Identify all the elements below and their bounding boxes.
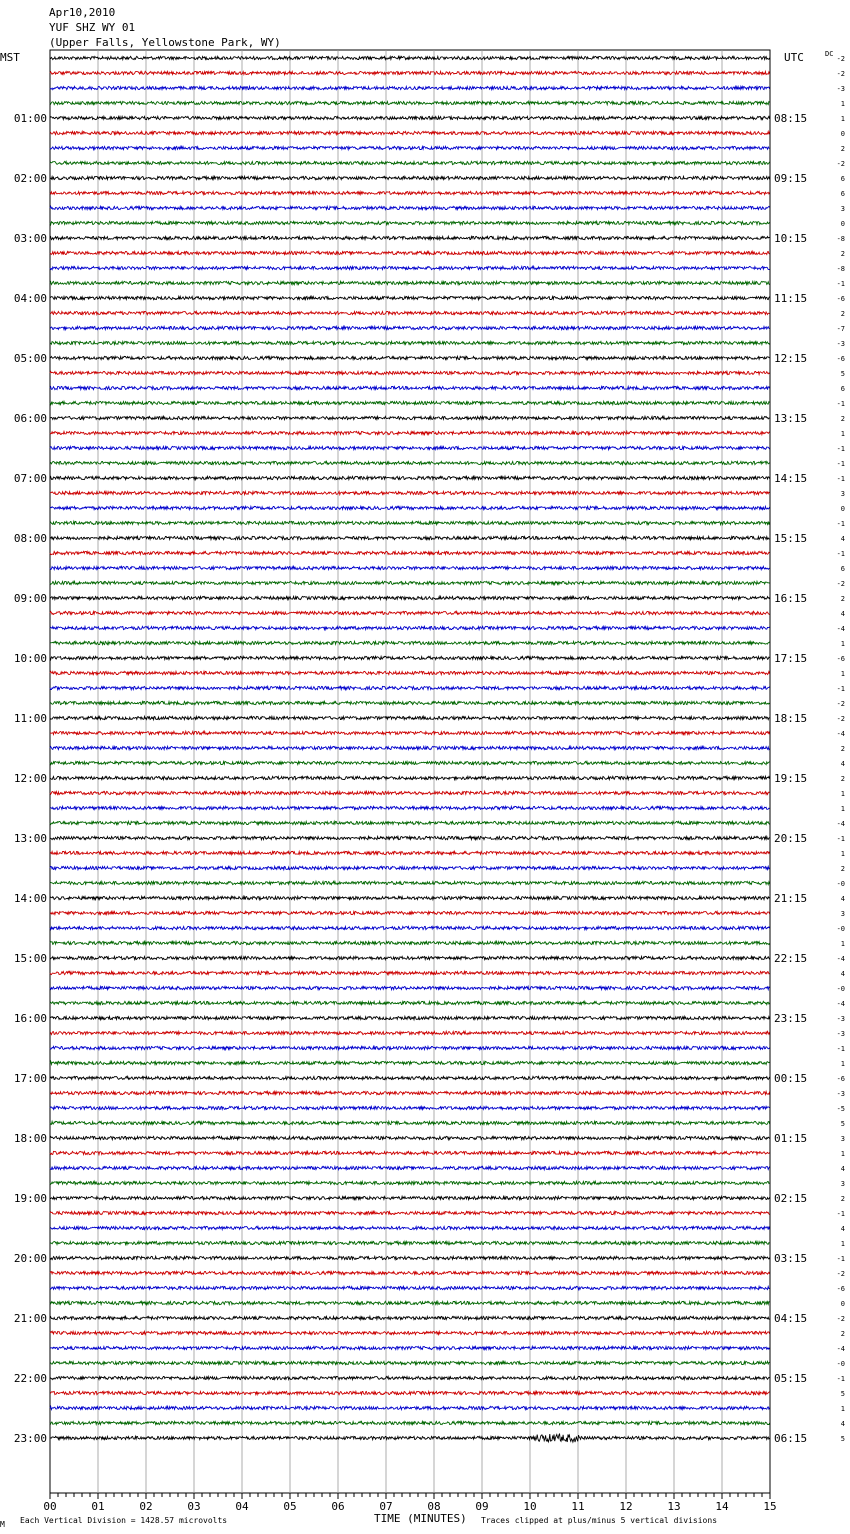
utc-hour-label: 09:15: [774, 172, 808, 185]
right-hour-labels: [774, 112, 807, 1445]
seismic-trace: [50, 1076, 770, 1079]
seismic-trace: [50, 1256, 770, 1259]
x-tick-label: 00: [43, 1500, 57, 1513]
dc-offset-value: -1: [836, 1210, 845, 1218]
x-tick-label: 10: [523, 1500, 537, 1513]
seismic-trace: [50, 641, 770, 644]
seismic-trace: [50, 131, 770, 134]
seismic-trace: [50, 1421, 770, 1424]
mst-hour-label: 11:00: [13, 712, 47, 725]
seismic-trace: [50, 446, 770, 449]
dc-offset-value: 4: [840, 535, 845, 543]
dc-offset-value: 4: [840, 760, 845, 768]
dc-offset-value: 6: [840, 385, 845, 393]
dc-offset-value: 1: [840, 940, 845, 948]
dc-offset-value: 2: [840, 745, 845, 753]
dc-offset-value: 2: [840, 1195, 845, 1203]
seismic-trace: [50, 266, 770, 269]
dc-offset-value: 1: [840, 790, 845, 798]
dc-offset-value: 2: [840, 775, 845, 783]
seismic-trace: [50, 791, 770, 794]
utc-hour-label: 16:15: [774, 592, 808, 605]
dc-offset-value: 1: [840, 805, 845, 813]
seismic-trace: [50, 536, 770, 539]
mst-hour-label: 09:00: [13, 592, 47, 605]
utc-hour-label: 13:15: [774, 412, 808, 425]
seismic-trace: [50, 1241, 770, 1244]
seismic-trace: [50, 776, 770, 779]
seismic-trace: [50, 1316, 770, 1319]
dc-offset-value: -1: [836, 1255, 845, 1263]
utc-hour-label: 14:15: [774, 472, 808, 485]
seismic-trace: [50, 56, 770, 59]
seismic-trace: [50, 1061, 770, 1064]
dc-offset-value: 3: [840, 910, 845, 918]
seismic-trace: [50, 581, 770, 584]
dc-offset-value: 5: [840, 370, 845, 378]
seismic-trace: [50, 1106, 770, 1109]
seismic-trace: [50, 806, 770, 809]
seismic-trace: [50, 191, 770, 194]
x-tick-label: 12: [619, 1500, 633, 1513]
scale-note: Each Vertical Division = 1428.57 microvolts: [20, 1516, 228, 1525]
record-date: Apr10,2010: [49, 6, 116, 19]
dc-offset-value: 5: [840, 1390, 845, 1398]
x-tick-label: 03: [187, 1500, 201, 1513]
seismic-trace: [50, 881, 770, 884]
seismic-trace: [50, 1001, 770, 1004]
seismic-trace: [50, 671, 770, 674]
dc-offset-value: -1: [836, 400, 845, 408]
utc-hour-label: 11:15: [774, 292, 808, 305]
seismic-trace: [50, 701, 770, 704]
seismic-trace: [50, 401, 770, 404]
dc-offset-value: -3: [836, 340, 845, 348]
x-tick-label: 01: [91, 1500, 105, 1513]
seismic-trace: [50, 1271, 770, 1274]
seismic-trace: [50, 161, 770, 164]
dc-offset-value: -6: [836, 355, 845, 363]
seismic-trace: [50, 551, 770, 554]
mst-hour-label: 05:00: [13, 352, 47, 365]
utc-hour-label: 23:15: [774, 1012, 808, 1025]
utc-hour-label: 05:15: [774, 1372, 808, 1385]
dc-offset-value: -1: [836, 1045, 845, 1053]
seismic-trace: [50, 971, 770, 974]
seismic-trace: [50, 146, 770, 149]
utc-hour-label: 17:15: [774, 652, 808, 665]
seismic-trace: [50, 836, 770, 839]
x-tick-label: 07: [379, 1500, 393, 1513]
station-id: YUF SHZ WY 01: [49, 21, 136, 34]
utc-hour-label: 20:15: [774, 832, 808, 845]
dc-offset-value: 1: [840, 1150, 845, 1158]
dc-offset-value: -6: [836, 655, 845, 663]
dc-offset-value: 2: [840, 865, 845, 873]
seismic-trace: [50, 176, 770, 179]
mst-hour-label: 14:00: [13, 892, 47, 905]
mst-hour-label: 08:00: [13, 532, 47, 545]
dc-offset-value: -0: [836, 985, 845, 993]
mst-hour-label: 21:00: [13, 1312, 47, 1325]
dc-offset-value: 1: [840, 115, 845, 123]
dc-offset-value: -3: [836, 1030, 845, 1038]
dc-offset-value: 4: [840, 1225, 845, 1233]
seismic-trace: [50, 356, 770, 359]
dc-offset-value: -4: [836, 730, 845, 738]
mst-hour-label: 20:00: [13, 1252, 47, 1265]
seismic-trace: [50, 101, 770, 104]
seismic-trace: [50, 461, 770, 464]
dc-offset-value: -6: [836, 295, 845, 303]
dc-offset-value: 3: [840, 205, 845, 213]
dc-offset-value: -6: [836, 1285, 845, 1293]
dc-offset-value: -1: [836, 445, 845, 453]
dc-offset-value: -1: [836, 835, 845, 843]
utc-hour-label: 00:15: [774, 1072, 808, 1085]
x-tick-label: 06: [331, 1500, 345, 1513]
clip-note: Traces clipped at plus/minus 5 vertical divisions: [481, 1516, 718, 1525]
utc-hour-label: 02:15: [774, 1192, 808, 1205]
seismic-trace: [50, 896, 770, 899]
utc-hour-label: 19:15: [774, 772, 808, 785]
dc-offset-value: 0: [840, 1300, 845, 1308]
seismic-trace: [50, 656, 770, 659]
x-tick-label: 14: [715, 1500, 729, 1513]
dc-offset-value: 4: [840, 1420, 845, 1428]
x-tick-label: 02: [139, 1500, 153, 1513]
dc-offset-value: 2: [840, 415, 845, 423]
seismic-trace: [50, 221, 770, 224]
left-hour-labels: [14, 112, 47, 1445]
dc-offset-value: 2: [840, 250, 845, 258]
dc-offset-value: -4: [836, 955, 845, 963]
seismic-trace: [50, 506, 770, 509]
utc-hour-label: 21:15: [774, 892, 808, 905]
seismic-trace: [50, 116, 770, 119]
x-tick-label: 08: [427, 1500, 441, 1513]
dc-offset-value: 2: [840, 1330, 845, 1338]
seismic-trace: [50, 341, 770, 344]
dc-offset-value: -6: [836, 1075, 845, 1083]
utc-hour-label: 18:15: [774, 712, 808, 725]
dc-offset-value: -3: [836, 85, 845, 93]
dc-offset-value: -4: [836, 1000, 845, 1008]
dc-offset-value: -4: [836, 625, 845, 633]
seismic-trace: [50, 686, 770, 689]
seismic-trace: [50, 611, 770, 614]
left-timezone-label: MST: [0, 51, 20, 64]
mst-hour-label: 01:00: [13, 112, 47, 125]
utc-hour-label: 15:15: [774, 532, 808, 545]
seismic-trace: [50, 386, 770, 389]
seismic-trace: [50, 1226, 770, 1229]
seismic-trace: [50, 1346, 770, 1349]
x-tick-label: 15: [763, 1500, 777, 1513]
dc-offset-value: -0: [836, 880, 845, 888]
dc-offset-value: -1: [836, 550, 845, 558]
seismic-trace: [50, 86, 770, 89]
dc-offset-value: 1: [840, 640, 845, 648]
x-tick-label: 04: [235, 1500, 249, 1513]
seismic-trace: [50, 1151, 770, 1154]
seismic-trace: [50, 926, 770, 929]
x-axis-title: TIME (MINUTES): [374, 1512, 467, 1525]
dc-offset-value: 2: [840, 595, 845, 603]
mst-hour-label: 17:00: [13, 1072, 47, 1085]
seismic-trace: [50, 416, 770, 419]
mst-hour-label: 12:00: [13, 772, 47, 785]
seismic-trace: [50, 986, 770, 989]
dc-offset-value: -1: [836, 1375, 845, 1383]
seismic-trace: [50, 596, 770, 599]
dc-offset-value: 6: [840, 565, 845, 573]
seismic-trace: [50, 866, 770, 869]
mst-hour-label: 22:00: [13, 1372, 47, 1385]
seismic-trace: [50, 1406, 770, 1409]
seismic-trace: [50, 1196, 770, 1199]
dc-offset-value: -1: [836, 460, 845, 468]
utc-hour-label: 22:15: [774, 952, 808, 965]
seismic-trace: [50, 236, 770, 239]
dc-offset-value: 1: [840, 430, 845, 438]
dc-offset-value: 0: [840, 130, 845, 138]
dc-offset-value: 4: [840, 895, 845, 903]
seismic-trace: [50, 1331, 770, 1334]
dc-offset-value: -2: [836, 55, 845, 63]
dc-offset-value: -3: [836, 1015, 845, 1023]
seismic-trace: [50, 1121, 770, 1124]
dc-offset-value: 3: [840, 490, 845, 498]
dc-offset-value: 4: [840, 970, 845, 978]
dc-offset-value: 1: [840, 100, 845, 108]
dc-offset-value: 1: [840, 1060, 845, 1068]
dc-offset-value: 5: [840, 1435, 845, 1443]
seismic-trace: [50, 1376, 770, 1379]
dc-offset-value: -3: [836, 1090, 845, 1098]
dc-offset-value: 5: [840, 1120, 845, 1128]
seismic-trace: [50, 956, 770, 959]
seismic-trace: [50, 1031, 770, 1034]
seismic-trace: [50, 1136, 770, 1139]
seismic-trace: [50, 206, 770, 209]
utc-hour-label: 04:15: [774, 1312, 808, 1325]
dc-offset-value: -2: [836, 700, 845, 708]
seismic-trace: [50, 281, 770, 284]
x-tick-label: 11: [571, 1500, 585, 1513]
seismic-trace: [50, 1166, 770, 1169]
seismic-trace: [50, 491, 770, 494]
x-axis: [43, 1493, 776, 1513]
dc-label: DC: [825, 50, 834, 58]
x-tick-label: 09: [475, 1500, 489, 1513]
seismic-trace: [50, 71, 770, 74]
dc-offset-value: 0: [840, 505, 845, 513]
seismic-trace: [50, 311, 770, 314]
seismic-trace: [50, 1046, 770, 1049]
dc-offset-value: 3: [840, 1135, 845, 1143]
seismic-trace: [50, 716, 770, 719]
mst-hour-label: 15:00: [13, 952, 47, 965]
seismic-trace: [50, 566, 770, 569]
dc-offset-value: -0: [836, 925, 845, 933]
seismic-trace: [50, 1091, 770, 1094]
dc-offset-value: -4: [836, 1345, 845, 1353]
seismic-trace: [50, 1211, 770, 1214]
utc-hour-label: 06:15: [774, 1432, 808, 1445]
dc-offset-value: 3: [840, 1180, 845, 1188]
corner-mark: M: [0, 1520, 5, 1529]
seismic-trace: [50, 1181, 770, 1184]
dc-offset-value: -1: [836, 280, 845, 288]
dc-offset-value: -8: [836, 265, 845, 273]
dc-offset-value: -1: [836, 475, 845, 483]
dc-offset-value: 2: [840, 310, 845, 318]
dc-offset-value: 6: [840, 190, 845, 198]
dc-offset-value: -2: [836, 715, 845, 723]
mst-hour-label: 19:00: [13, 1192, 47, 1205]
mst-hour-label: 10:00: [13, 652, 47, 665]
utc-hour-label: 03:15: [774, 1252, 808, 1265]
utc-hour-label: 01:15: [774, 1132, 808, 1145]
seismic-trace: [50, 371, 770, 374]
dc-offset-value: -7: [836, 325, 845, 333]
dc-offset-value: 1: [840, 1240, 845, 1248]
dc-offset-value: 1: [840, 670, 845, 678]
dc-offset-value: -2: [836, 70, 845, 78]
seismic-trace: [50, 1391, 770, 1394]
seismic-trace: [50, 431, 770, 434]
seismic-trace: [50, 1301, 770, 1304]
mst-hour-label: 23:00: [13, 1432, 47, 1445]
right-timezone-label: UTC: [784, 51, 804, 64]
seismic-trace: [50, 296, 770, 299]
seismic-trace: [50, 761, 770, 764]
dc-offset-value: 2: [840, 145, 845, 153]
mst-hour-label: 07:00: [13, 472, 47, 485]
mst-hour-label: 04:00: [13, 292, 47, 305]
dc-offset-value: 1: [840, 850, 845, 858]
seismic-trace: [50, 1361, 770, 1364]
seismic-trace: [50, 941, 770, 944]
dc-offset-value: 4: [840, 610, 845, 618]
dc-offset-value: -2: [836, 160, 845, 168]
utc-hour-label: 08:15: [774, 112, 808, 125]
mst-hour-label: 16:00: [13, 1012, 47, 1025]
seismic-trace: [50, 251, 770, 254]
dc-offset-value: -0: [836, 1360, 845, 1368]
dc-offset-value: 4: [840, 1165, 845, 1173]
seismic-trace: [50, 911, 770, 914]
seismic-trace: [50, 326, 770, 329]
seismic-trace: [50, 851, 770, 854]
dc-offset-value: -2: [836, 1270, 845, 1278]
seismic-trace: [50, 476, 770, 479]
dc-offset-value: -4: [836, 820, 845, 828]
dc-offset-value: -5: [836, 1105, 845, 1113]
station-location: (Upper Falls, Yellowstone Park, WY): [49, 36, 281, 49]
dc-offset-value: 6: [840, 175, 845, 183]
dc-offset-value: -8: [836, 235, 845, 243]
seismic-trace: [50, 731, 770, 734]
mst-hour-label: 02:00: [13, 172, 47, 185]
mst-hour-label: 03:00: [13, 232, 47, 245]
dc-offset-value: 1: [840, 1405, 845, 1413]
dc-offset-value: -2: [836, 580, 845, 588]
dc-offset-labels: [837, 55, 845, 1443]
x-tick-label: 13: [667, 1500, 681, 1513]
seismic-trace: [50, 821, 770, 824]
trace-group: [50, 56, 770, 1442]
x-tick-label: 05: [283, 1500, 297, 1513]
utc-hour-label: 12:15: [774, 352, 808, 365]
dc-offset-value: -2: [836, 1315, 845, 1323]
seismic-trace: [50, 521, 770, 524]
seismic-trace: [50, 626, 770, 629]
plot-frame: [50, 50, 770, 1493]
utc-hour-label: 10:15: [774, 232, 808, 245]
mst-hour-label: 06:00: [13, 412, 47, 425]
mst-hour-label: 18:00: [13, 1132, 47, 1145]
dc-offset-value: -1: [836, 685, 845, 693]
mst-hour-label: 13:00: [13, 832, 47, 845]
seismic-trace: [50, 746, 770, 749]
seismic-trace: [50, 1434, 770, 1442]
seismic-trace: [50, 1016, 770, 1019]
dc-offset-value: -1: [836, 520, 845, 528]
seismic-trace: [50, 1286, 770, 1289]
dc-offset-value: 0: [840, 220, 845, 228]
